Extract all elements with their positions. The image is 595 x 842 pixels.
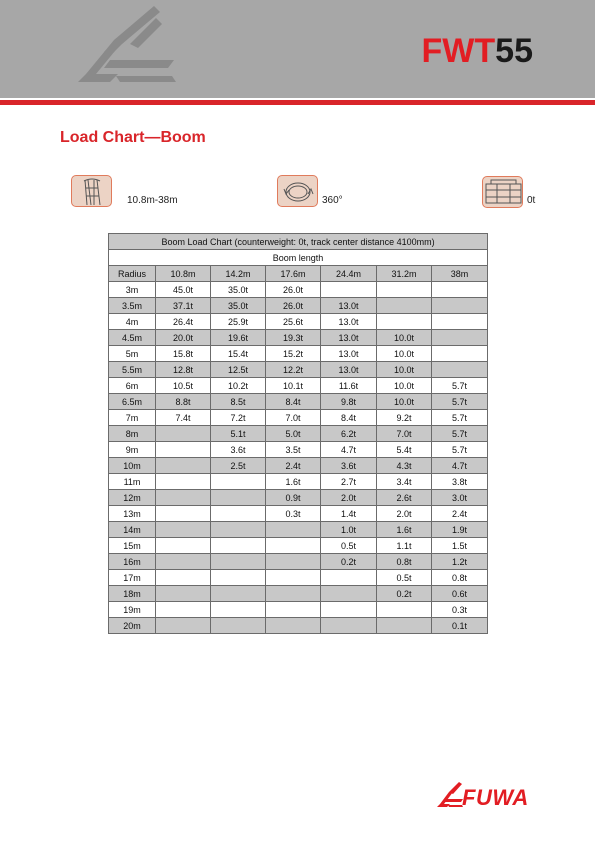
load-cell [156,570,211,586]
load-cell: 3.0t [432,490,488,506]
table-subheader: Boom length [109,250,488,266]
column-header: 10.8m [156,266,211,282]
load-cell: 25.6t [266,314,321,330]
load-cell [266,618,321,634]
table-row [109,426,488,442]
page-title: Load Chart—Boom [60,129,206,146]
load-cell: 0.6t [432,586,488,602]
column-header: 14.2m [211,266,266,282]
load-cell: 26.4t [156,314,211,330]
load-cell: 4.3t [377,458,432,474]
load-cell: 13.0t [321,298,377,314]
boom-load-chart-table [108,233,488,634]
load-cell: 0.3t [432,602,488,618]
table-row [109,282,488,298]
load-cell [211,554,266,570]
load-cell [156,426,211,442]
column-header: 17.6m [266,266,321,282]
load-cell [211,602,266,618]
load-cell: 8.4t [266,394,321,410]
load-cell [156,506,211,522]
load-cell: 2.6t [377,490,432,506]
table-row [109,602,488,618]
load-cell: 0.2t [377,586,432,602]
load-cell: 1.1t [377,538,432,554]
radius-cell: 10m [109,458,156,474]
load-cell: 13.0t [321,330,377,346]
radius-cell: 6m [109,378,156,394]
boom-length-icon [71,175,112,207]
footer-brand: FUWA [462,785,529,810]
table-row [109,394,488,410]
load-cell: 0.8t [377,554,432,570]
load-cell: 7.0t [377,426,432,442]
load-cell: 7.4t [156,410,211,426]
load-cell: 13.0t [321,314,377,330]
load-cell: 19.6t [211,330,266,346]
load-cell: 13.0t [321,346,377,362]
load-cell: 26.0t [266,298,321,314]
load-cell [377,618,432,634]
load-cell: 2.0t [321,490,377,506]
load-cell [377,314,432,330]
load-cell: 3.5t [266,442,321,458]
load-cell [266,538,321,554]
load-cell [211,618,266,634]
radius-cell: 17m [109,570,156,586]
load-cell: 3.6t [321,458,377,474]
slew-label: 360° [322,195,343,206]
load-cell: 2.4t [266,458,321,474]
table-row [109,378,488,394]
radius-cell: 14m [109,522,156,538]
load-cell: 3.8t [432,474,488,490]
radius-cell: 4.5m [109,330,156,346]
load-cell: 5.4t [377,442,432,458]
load-cell: 0.8t [432,570,488,586]
radius-cell: 7m [109,410,156,426]
slew-rotation-icon [277,175,318,207]
radius-cell: 3m [109,282,156,298]
table-row [109,570,488,586]
column-header: 31.2m [377,266,432,282]
load-cell: 5.7t [432,378,488,394]
load-cell [156,586,211,602]
table-caption: Boom Load Chart (counterweight: 0t, track center distance 4100mm) [109,234,488,250]
load-cell [211,522,266,538]
column-header: Radius [109,266,156,282]
load-cell [156,618,211,634]
table-row [109,410,488,426]
table-row [109,506,488,522]
load-cell: 8.4t [321,410,377,426]
load-cell [156,490,211,506]
load-cell: 20.0t [156,330,211,346]
load-cell [377,298,432,314]
load-cell: 0.5t [377,570,432,586]
load-cell [211,538,266,554]
load-cell [211,474,266,490]
load-cell: 12.5t [211,362,266,378]
table-row [109,362,488,378]
load-cell [266,554,321,570]
table-row [109,298,488,314]
load-cell: 3.6t [211,442,266,458]
radius-cell: 9m [109,442,156,458]
table-row [109,442,488,458]
load-cell: 5.7t [432,394,488,410]
load-cell [321,586,377,602]
load-cell: 25.9t [211,314,266,330]
radius-cell: 16m [109,554,156,570]
table-row [109,330,488,346]
load-cell: 1.6t [266,474,321,490]
load-cell [432,346,488,362]
load-cell [156,458,211,474]
load-cell [432,314,488,330]
model-name [422,32,533,71]
load-cell [156,554,211,570]
load-cell: 5.7t [432,410,488,426]
load-cell: 10.2t [211,378,266,394]
load-cell [321,602,377,618]
fuwa-logo-icon [436,780,464,813]
column-header: 24.4m [321,266,377,282]
load-cell [266,522,321,538]
load-cell: 0.1t [432,618,488,634]
table-row [109,346,488,362]
load-cell: 1.5t [432,538,488,554]
load-cell [321,570,377,586]
model-prefix: FWT [421,32,496,70]
load-cell [432,282,488,298]
load-cell: 10.0t [377,378,432,394]
load-cell [156,474,211,490]
load-cell [266,586,321,602]
radius-cell: 8m [109,426,156,442]
load-cell [321,618,377,634]
radius-cell: 18m [109,586,156,602]
load-cell: 10.0t [377,330,432,346]
load-cell [432,330,488,346]
load-cell [211,506,266,522]
table-row [109,538,488,554]
load-cell [432,362,488,378]
load-cell: 10.0t [377,362,432,378]
radius-cell: 4m [109,314,156,330]
table-row [109,474,488,490]
load-cell: 15.4t [211,346,266,362]
table-row [109,314,488,330]
load-cell [156,538,211,554]
radius-cell: 12m [109,490,156,506]
load-cell: 45.0t [156,282,211,298]
radius-cell: 5.5m [109,362,156,378]
load-cell: 9.2t [377,410,432,426]
boom-length-label: 10.8m-38m [127,195,178,206]
radius-cell: 15m [109,538,156,554]
load-cell: 9.8t [321,394,377,410]
load-cell: 5.0t [266,426,321,442]
load-cell: 1.6t [377,522,432,538]
load-cell [211,570,266,586]
load-cell [321,282,377,298]
table-row [109,522,488,538]
radius-cell: 3.5m [109,298,156,314]
load-cell: 11.6t [321,378,377,394]
load-cell: 0.5t [321,538,377,554]
load-cell: 6.2t [321,426,377,442]
table-row [109,554,488,570]
table-row [109,618,488,634]
load-cell: 0.3t [266,506,321,522]
table-header-row [109,266,488,282]
column-header: 38m [432,266,488,282]
load-cell: 1.0t [321,522,377,538]
load-cell [266,570,321,586]
load-cell: 2.4t [432,506,488,522]
load-cell: 4.7t [321,442,377,458]
radius-cell: 19m [109,602,156,618]
table-row [109,458,488,474]
load-cell: 5.7t [432,426,488,442]
load-cell: 5.7t [432,442,488,458]
load-cell [156,522,211,538]
model-number: 55 [495,32,533,70]
load-cell: 10.0t [377,394,432,410]
load-cell: 1.9t [432,522,488,538]
load-cell: 2.0t [377,506,432,522]
load-cell: 10.5t [156,378,211,394]
load-cell: 1.4t [321,506,377,522]
load-cell [266,602,321,618]
load-cell: 12.8t [156,362,211,378]
load-cell: 35.0t [211,282,266,298]
load-cell: 37.1t [156,298,211,314]
counterweight-icon [482,176,523,208]
radius-cell: 11m [109,474,156,490]
header-accent-line [0,100,595,105]
load-cell: 15.2t [266,346,321,362]
load-cell: 5.1t [211,426,266,442]
load-cell: 13.0t [321,362,377,378]
load-cell: 15.8t [156,346,211,362]
load-cell: 7.2t [211,410,266,426]
fuwa-logo-icon [76,4,181,91]
load-cell [156,602,211,618]
load-cell: 4.7t [432,458,488,474]
load-cell [377,282,432,298]
radius-cell: 5m [109,346,156,362]
load-cell: 10.0t [377,346,432,362]
radius-cell: 13m [109,506,156,522]
table-row [109,490,488,506]
table-row [109,586,488,602]
radius-cell: 6.5m [109,394,156,410]
load-cell: 10.1t [266,378,321,394]
load-cell: 35.0t [211,298,266,314]
load-cell [432,298,488,314]
load-cell: 1.2t [432,554,488,570]
load-cell: 3.4t [377,474,432,490]
load-cell: 8.8t [156,394,211,410]
load-cell [156,442,211,458]
load-cell: 12.2t [266,362,321,378]
load-cell: 2.5t [211,458,266,474]
load-cell: 7.0t [266,410,321,426]
load-cell: 8.5t [211,394,266,410]
counterweight-label: 0t [527,195,536,206]
load-cell [377,602,432,618]
load-cell [211,586,266,602]
radius-cell: 20m [109,618,156,634]
load-cell: 26.0t [266,282,321,298]
load-cell: 19.3t [266,330,321,346]
load-cell [211,490,266,506]
load-cell: 2.7t [321,474,377,490]
load-cell: 0.9t [266,490,321,506]
load-cell: 0.2t [321,554,377,570]
